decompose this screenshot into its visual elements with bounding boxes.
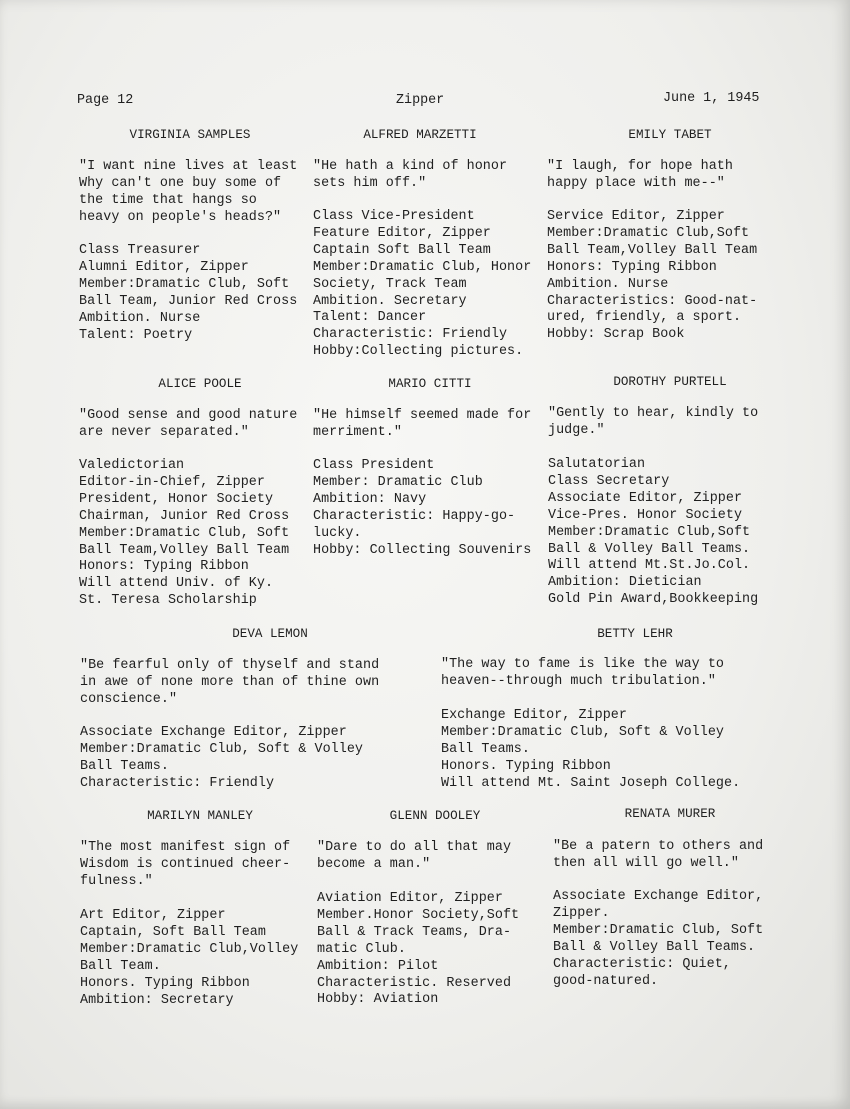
senior-quote: "Dare to do all that may become a man."	[317, 840, 512, 872]
senior-quote: "He himself seemed made for merriment."	[313, 408, 532, 440]
senior-details: Associate Exchange Editor, Zipper Member:Dramatic Club, Soft & Volley Ball Teams. Characteristic: Friendly	[80, 725, 363, 791]
senior-quote: "He hath a kind of honor sets him off."	[313, 159, 508, 191]
page-number: Page 12	[77, 93, 134, 108]
senior-quote: "The most manifest sign of Wisdom is continued cheer- fulness."	[80, 840, 291, 889]
senior-quote: "Be a patern to others and then all will go well."	[553, 839, 764, 871]
senior-details: Class Treasurer Alumni Editor, Zipper Member:Dramatic Club, Soft Ball Team, Junior Red Cross Ambition. Nurse Talent: Poetry	[79, 243, 298, 343]
senior-details: Associate Exchange Editor, Zipper. Member:Dramatic Club, Soft Ball & Volley Ball Teams. Characteristic: Quiet, good-natured.	[553, 889, 764, 989]
senior-details: Class Vice-President Feature Editor, Zipper Captain Soft Ball Team Member:Dramatic Club, Honor Society, Track Team Ambition. Secretary Talent: Dancer Characteristic: Friendly Hobby:Collecting pictures.	[313, 209, 532, 360]
issue-date: June 1, 1945	[663, 91, 760, 106]
senior-name: RENATA MURER	[624, 807, 716, 821]
publication-title: Zipper	[396, 93, 445, 108]
senior-name: BETTY LEHR	[597, 627, 673, 641]
senior-details: Service Editor, Zipper Member:Dramatic Club,Soft Ball Team,Volley Ball Team Honors: Typing Ribbon Ambition. Nurse Characteristics: Good-nat- ured, friendly, a sport. Hobby: Scrap Book	[547, 209, 758, 343]
senior-details: Exchange Editor, Zipper Member:Dramatic Club, Soft & Volley Ball Teams. Honors. Typing Ribbon Will attend Mt. Saint Joseph College.	[441, 708, 741, 791]
senior-quote: "I want nine lives at least Why can't one buy some of the time that hangs so heavy on people's heads?"	[79, 159, 298, 225]
senior-name: EMILY TABET	[628, 128, 712, 142]
senior-details: Aviation Editor, Zipper Member.Honor Society,Soft Ball & Track Teams, Dra- matic Club. Ambition: Pilot Characteristic. Reserved Hobby: Aviation	[317, 891, 520, 1008]
senior-details: Salutatorian Class Secretary Associate Editor, Zipper Vice-Pres. Honor Society Member:Dramatic Club,Soft Ball & Volley Ball Teams. Will attend Mt.St.Jo.Col. Ambition: Dietician Gold Pin Award,Bookkeeping	[548, 457, 759, 608]
senior-details: Art Editor, Zipper Captain, Soft Ball Team Member:Dramatic Club,Volley Ball Team. Honors. Typing Ribbon Ambition: Secretary	[80, 908, 299, 1008]
senior-quote: "Good sense and good nature are never separated."	[79, 408, 298, 440]
senior-name: MARILYN MANLEY	[147, 809, 253, 823]
senior-name: DOROTHY PURTELL	[613, 375, 727, 389]
senior-details: Class President Member: Dramatic Club Ambition: Navy Characteristic: Happy-go- lucky. Hobby: Collecting Souvenirs	[313, 458, 532, 558]
senior-quote: "Be fearful only of thyself and stand in awe of none more than of thine own conscience."	[80, 658, 380, 707]
senior-name: ALICE POOLE	[158, 377, 242, 391]
senior-name: GLENN DOOLEY	[389, 809, 481, 823]
senior-name: VIRGINIA SAMPLES	[129, 128, 251, 142]
senior-quote: "Gently to hear, kindly to judge."	[548, 406, 759, 438]
senior-quote: "The way to fame is like the way to heaven--through much tribulation."	[441, 657, 724, 689]
senior-quote: "I laugh, for hope hath happy place with me--"	[547, 159, 733, 191]
senior-details: Valedictorian Editor-in-Chief, Zipper President, Honor Society Chairman, Junior Red Cross Member:Dramatic Club, Soft Ball Team,Volley Ball Team Honors: Typing Ribbon Will attend Univ. of Ky. St. Teresa Scholarship	[79, 458, 290, 609]
senior-name: MARIO CITTI	[388, 377, 472, 391]
senior-name: ALFRED MARZETTI	[363, 128, 477, 142]
senior-name: DEVA LEMON	[232, 627, 308, 641]
